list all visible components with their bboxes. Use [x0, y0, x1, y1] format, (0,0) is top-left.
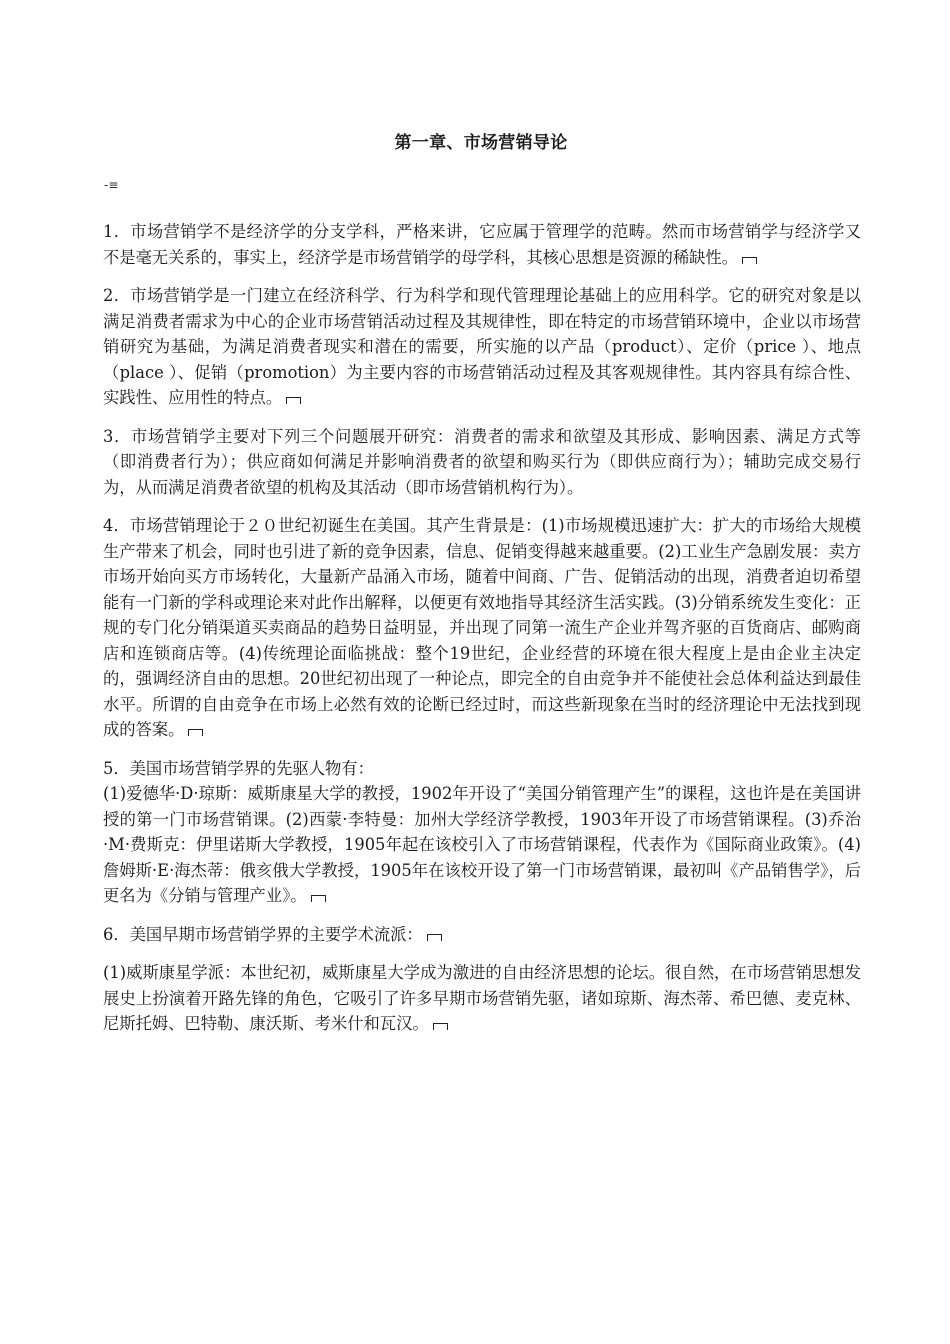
paragraph-text: 4．市场营销理论于２０世纪初诞生在美国。其产生背景是：(1)市场规模迅速扩大：扩大的市场给大规模生产带来了机会，同时也引进了新的竞争因素，信息、促销变得越来越重要。(2)工业生产急剧发展：卖方市场开始向买方市场转化，大量新产品涌入市场，随着中间商、广告、促销活动的出现，消费者迫切希望能有一门新的学科或理论来对此作出解释，以便更有效地指导其经济生活实践。(3)分销系统发生变化：正规的专门化分销渠道买卖商品的趋势日益明显，并出现了同第一流生产企业并驾齐驱的百货商店、邮购商店和连锁商店等。(4)传统理论面临挑战：整个19世纪，企业经营的环境在很大程度上是由企业主决定的，强调经济自由的思想。20世纪初出现了一种论点，即完全的自由竞争并不能使社会总体利益达到最佳水平。所谓的自由竞争在市场上必然有效的论断已经过时，而这些新现象在当时的经济理论中无法找到现成的答案。: [103, 516, 861, 739]
paragraph-text: 5．美国市场营销学界的先驱人物有：: [103, 758, 374, 778]
paragraph-text: 3．市场营销学主要对下列三个问题展开研究：消费者的需求和欲望及其形成、影响因素、满足方式等（即消费者行为）；供应商如何满足并影响消费者的欲望和购买行为（即供应商行为）；辅助完成交易行为，从而满足消费者欲望的机构及其活动（即市场营销机构行为）。: [103, 426, 861, 497]
chapter-title: 第一章、市场营销导论: [394, 133, 568, 153]
paragraph-mark-icon: [433, 1023, 448, 1030]
paragraph-mark-icon: [286, 397, 301, 404]
paragraph-text: 1．市场营销学不是经济学的分支学科，严格来讲，它应属于管理学的范畴。然而市场营销学与经济学又不是毫无关系的，事实上，经济学是市场营销学的母学科，其核心思想是资源的稀缺性。: [103, 222, 861, 267]
paragraph-5-body: [103, 781, 861, 909]
paragraph-text: (1)爱德华·D·琼斯：威斯康星大学的教授，1902年开设了“美国分销管理产生”的课程，这也许是在美国讲授的第一门市场营销课。(2)西蒙·李特曼：加州大学经济学教授，1903年开设了市场营销课程。(3)乔治·M·费斯克：伊里诺斯大学教授，1905年起在该校引入了市场营销课程，代表作为《国际商业政策》。(4)詹姆斯·E·海杰蒂：俄亥俄大学教授，1905年在该校开设了第一门市场营销课，最初叫《产品销售学》，后更名为《分销与管理产业》。: [103, 784, 861, 905]
paragraph-text: (1)威斯康星学派：本世纪初，威斯康星大学成为激进的自由经济思想的论坛。很自然，在市场营销思想发展史上扮演着开路先锋的角色，它吸引了许多早期市场营销先驱，诸如琼斯、海杰蒂、希巴德、麦克林、尼斯托姆、巴特勒、康沃斯、考米什和瓦汉。: [103, 963, 861, 1033]
paragraph-5-heading: [103, 756, 861, 782]
paragraph-1: [103, 219, 861, 270]
document-body: [103, 219, 861, 1050]
paragraph-mark-icon: [742, 257, 757, 264]
paragraph-mark-icon: [311, 895, 326, 902]
paragraph-text: 6．美国早期市场营销学界的主要学术流派：: [103, 924, 423, 944]
paragraph-7: [103, 960, 861, 1037]
paragraph-4: [103, 513, 861, 743]
paragraph-2: [103, 283, 861, 411]
paragraph-6: [103, 922, 861, 948]
paragraph-text: 2．市场营销学是一门建立在经济科学、行为科学和现代管理理论基础上的应用科学。它的研究对象是以满足消费者需求为中心的企业市场营销活动过程及其规律性，即在特定的市场营销环境中，企业以市场营销研究为基础，为满足消费者现实和潜在的需要，所实施的以产品（product）、定价（price ）、地点（place ）、促销（promotion）为主要内容的市场营销活动过程及其客观规律性。其内容具有综合性、实践性、应用性的特点。: [103, 286, 861, 407]
section-mark: -≡: [104, 178, 119, 192]
paragraph-mark-icon: [188, 729, 203, 736]
paragraph-3: [103, 424, 861, 501]
paragraph-mark-icon: [427, 934, 442, 941]
